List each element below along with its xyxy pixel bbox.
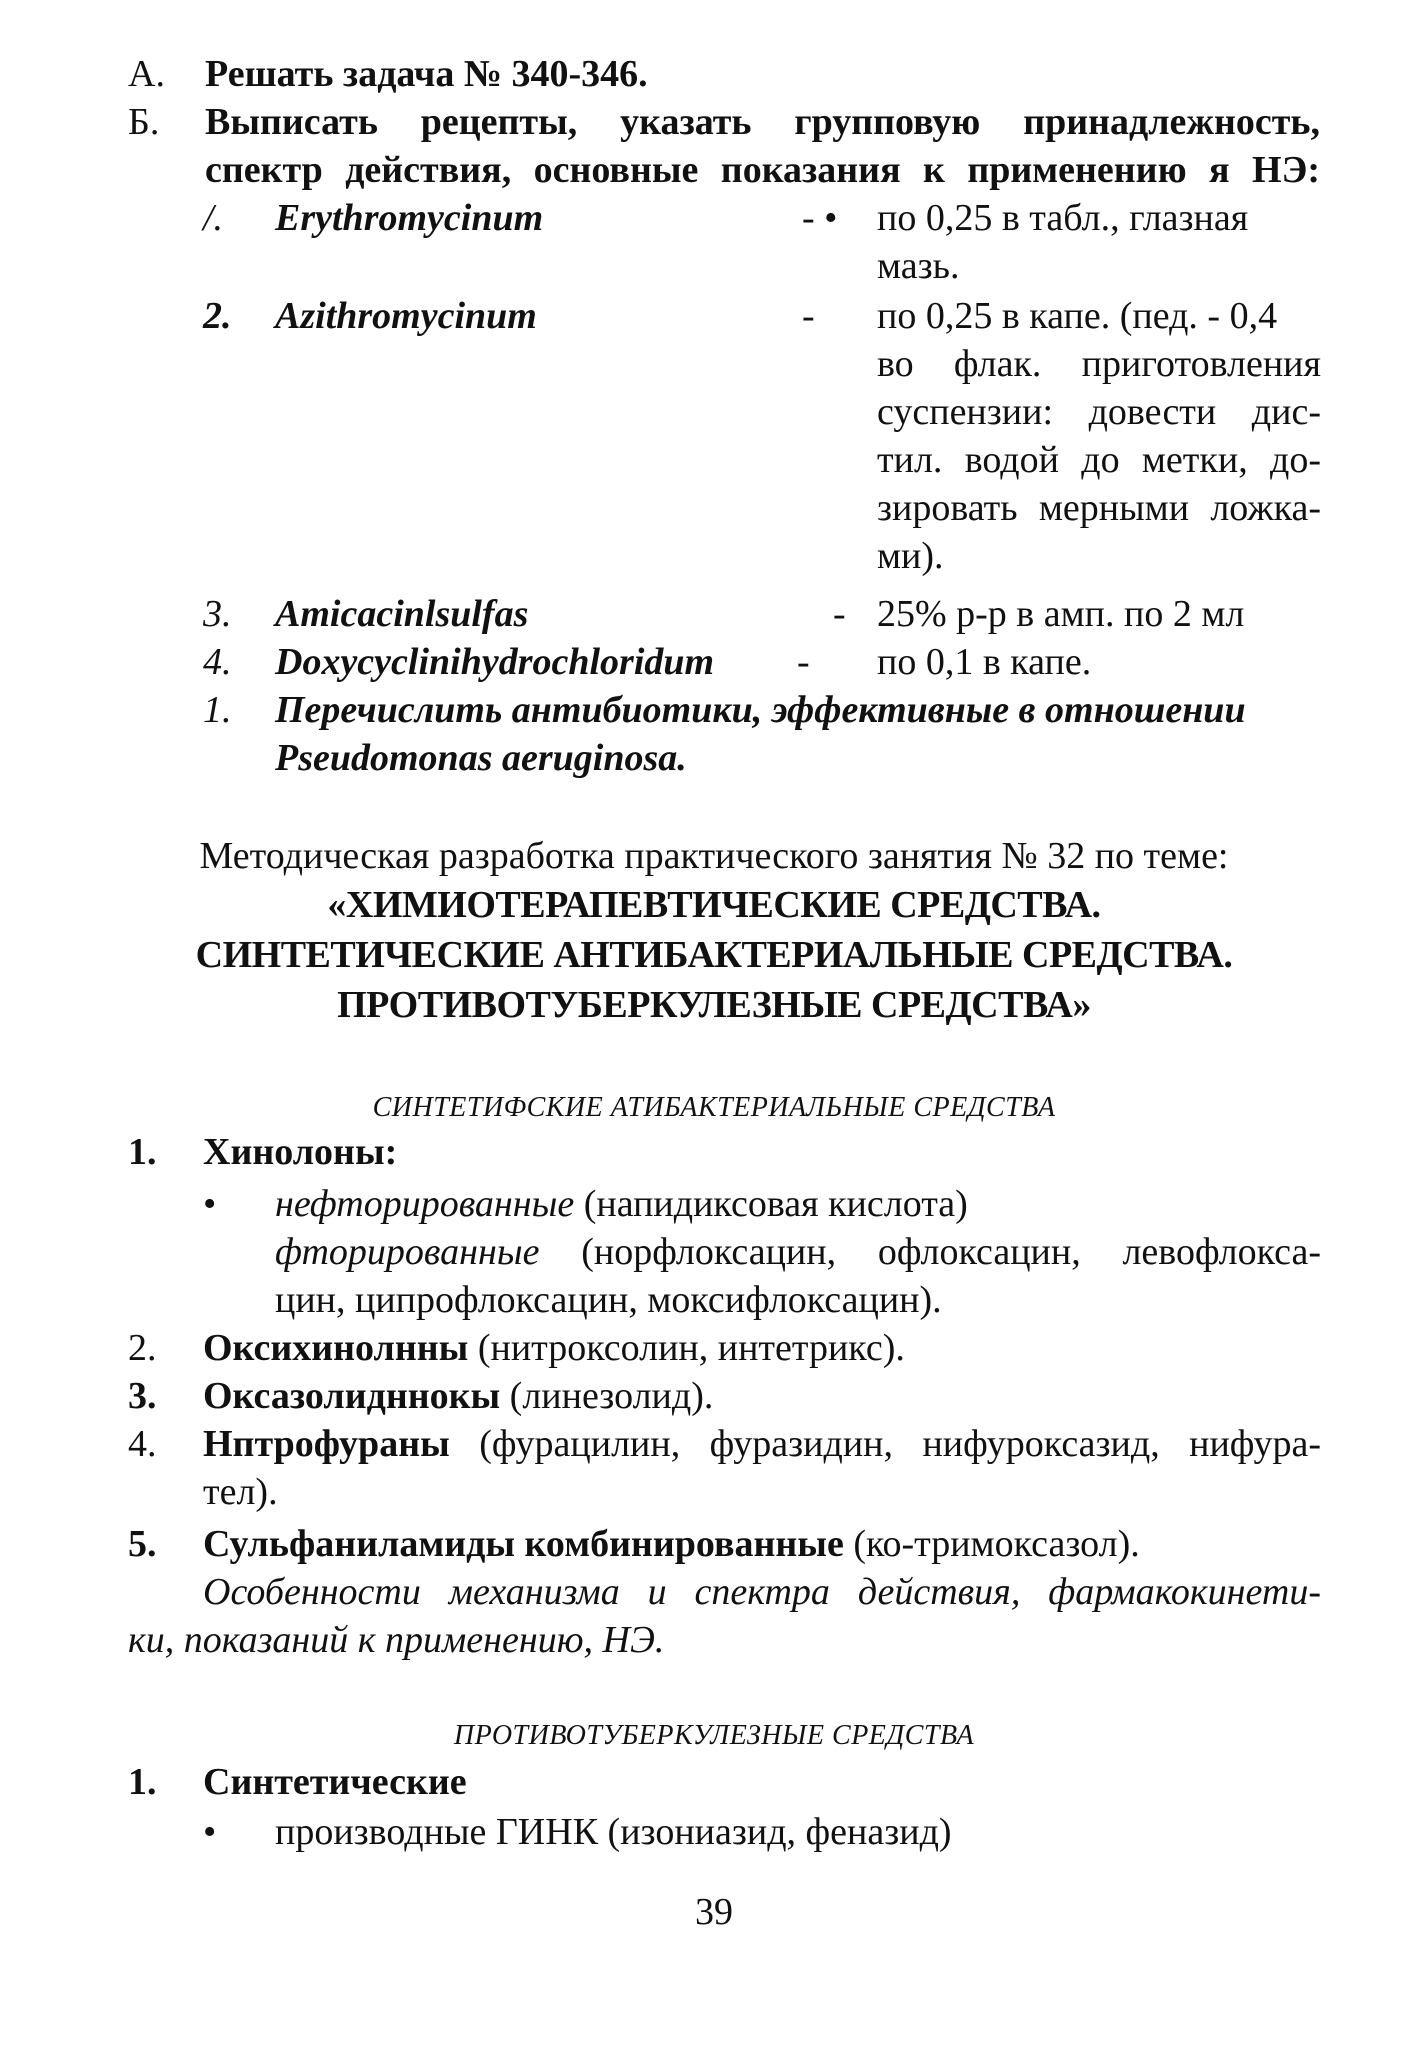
lesson-intro: Методическая разработка практического занятия № 32 по теме: xyxy=(199,835,1229,877)
synthetic-item-1-title: Хинолоны: xyxy=(203,1131,398,1173)
synthetic-item-3-title: Оксазолидннокы xyxy=(203,1375,501,1417)
page-number: 39 xyxy=(695,1891,733,1933)
synthetic-item-4-continued: тел). xyxy=(203,1471,278,1513)
tb-sub-1: производные ГИНК (изониазид, феназид) xyxy=(275,1811,952,1853)
synthetic-item-4-number: 4. xyxy=(128,1423,157,1465)
rx-1-number: /. xyxy=(203,197,224,239)
rx-3-dash: - xyxy=(833,593,846,635)
question-number: 1. xyxy=(203,689,232,731)
bullet-icon: • xyxy=(203,1183,217,1225)
task-b-marker: Б. xyxy=(128,101,160,143)
synthetic-note-line1: Особенности механизма и спектра действия, фармакокинети- xyxy=(203,1571,1321,1613)
synthetic-item-3 xyxy=(203,1372,713,1420)
rx-3-name: Amicacinlsulfas xyxy=(275,593,529,635)
question-line2: Pseudomonas aeruginosa. xyxy=(275,737,687,779)
tb-section-caption: ПРОТИВОТУБЕРКУЛЕЗНЫЕ СРЕДСТВА xyxy=(453,1720,975,1751)
bullet-icon: • xyxy=(203,1811,217,1853)
task-a-text: Решать задача № 340-346. xyxy=(205,53,648,95)
task-b-line2: спектр действия, основные показания к применению я НЭ: xyxy=(205,149,1320,191)
rx-1-desc: мазь. xyxy=(877,245,960,287)
synthetic-sub-1-term: нефторированные xyxy=(275,1183,575,1225)
rx-4-number: 4. xyxy=(203,641,232,683)
task-a-marker: А. xyxy=(128,53,165,95)
rx-2-desc: по 0,25 в капе. (пед. - 0,4 xyxy=(877,295,1278,337)
rx-3-desc: 25% р-р в амп. по 2 мл xyxy=(877,593,1245,635)
tb-item-1-number: 1. xyxy=(128,1761,157,1803)
rx-3-number: 3. xyxy=(203,593,232,635)
lesson-title-line1: «ХИМИОТЕРАПЕВТИЧЕСКИЕ СРЕДСТВА. xyxy=(327,884,1101,926)
synthetic-item-3-number: 3. xyxy=(128,1375,157,1417)
rx-2-number: 2. xyxy=(203,295,232,337)
synthetic-item-3-examples: (линезолид). xyxy=(500,1375,714,1417)
rx-1-name: Erythromycinum xyxy=(275,197,544,239)
rx-4-dash: - xyxy=(797,641,810,683)
rx-1-desc: по 0,25 в табл., глазная xyxy=(877,197,1249,239)
synthetic-item-2-title: Оксихинолнны xyxy=(203,1327,469,1369)
synthetic-sub-2-term: фторированные xyxy=(275,1231,540,1273)
lesson-title-line2: СИНТЕТИЧЕСКИЕ АНТИБАКТЕРИАЛЬНЫЕ СРЕДСТВА. xyxy=(195,934,1233,976)
rx-2-desc: зировать мерными ложка- xyxy=(877,487,1321,529)
rx-4-name: Doxycyclinihydrochloridum xyxy=(275,641,715,683)
lesson-title-line3: ПРОТИВОТУБЕРКУЛЕЗНЫЕ СРЕДСТВА» xyxy=(337,984,1091,1026)
rx-2-desc: тил. водой до метки, до- xyxy=(877,439,1321,481)
task-b-line1: Выписать рецепты, указать групповую принадлежность, xyxy=(205,101,1320,143)
synthetic-section-caption: СИНТЕТИФСКИЕ АТИБАКТЕРИАЛЬНЫЕ СРЕДСТВА xyxy=(372,1092,1056,1123)
rx-2-desc: суспензии: довести дис- xyxy=(877,391,1321,433)
rx-4-desc: по 0,1 в капе. xyxy=(877,641,1092,683)
synthetic-item-1-number: 1. xyxy=(128,1131,157,1173)
rx-2-desc: ми). xyxy=(877,535,944,577)
synthetic-item-2-number: 2. xyxy=(128,1327,157,1369)
synthetic-item-4 xyxy=(203,1420,1321,1468)
synthetic-item-5-examples: (ко-тримоксазол). xyxy=(843,1523,1140,1565)
rx-2-desc: во флак. приготовления xyxy=(877,343,1321,385)
synthetic-note-line2: ки, показаний к применению, НЭ. xyxy=(128,1619,665,1661)
rx-2-dash: - xyxy=(802,295,815,337)
synthetic-sub-2-continued: цин, ципрофлоксацин, моксифлоксацин). xyxy=(275,1279,942,1321)
synthetic-item-5 xyxy=(203,1520,1140,1568)
synthetic-item-2 xyxy=(203,1324,905,1372)
synthetic-item-4-title: Нптрофураны xyxy=(203,1423,450,1465)
synthetic-sub-2 xyxy=(275,1228,1321,1276)
tb-item-1-title: Синтетические xyxy=(203,1761,467,1803)
synthetic-item-5-number: 5. xyxy=(128,1523,157,1565)
synthetic-sub-1-examples: (напидиксовая кислота) xyxy=(574,1183,968,1225)
synthetic-item-2-examples: (нитроксолин, интетрикс). xyxy=(468,1327,905,1369)
synthetic-item-4-examples: (фурацилин, фуразидин, нифуроксазид, нифура- xyxy=(449,1423,1321,1465)
rx-2-name: Azithromycinum xyxy=(275,295,537,337)
question-line1: Перечислить антибиотики, эффективные в отношении xyxy=(275,689,1246,731)
rx-1-dash: - • xyxy=(802,197,838,239)
synthetic-sub-2-examples: (норфлоксацин, офлоксацин, левофлокса- xyxy=(539,1231,1321,1273)
synthetic-item-5-title: Сульфаниламиды комбинированные xyxy=(203,1523,844,1565)
synthetic-sub-1 xyxy=(275,1180,968,1228)
